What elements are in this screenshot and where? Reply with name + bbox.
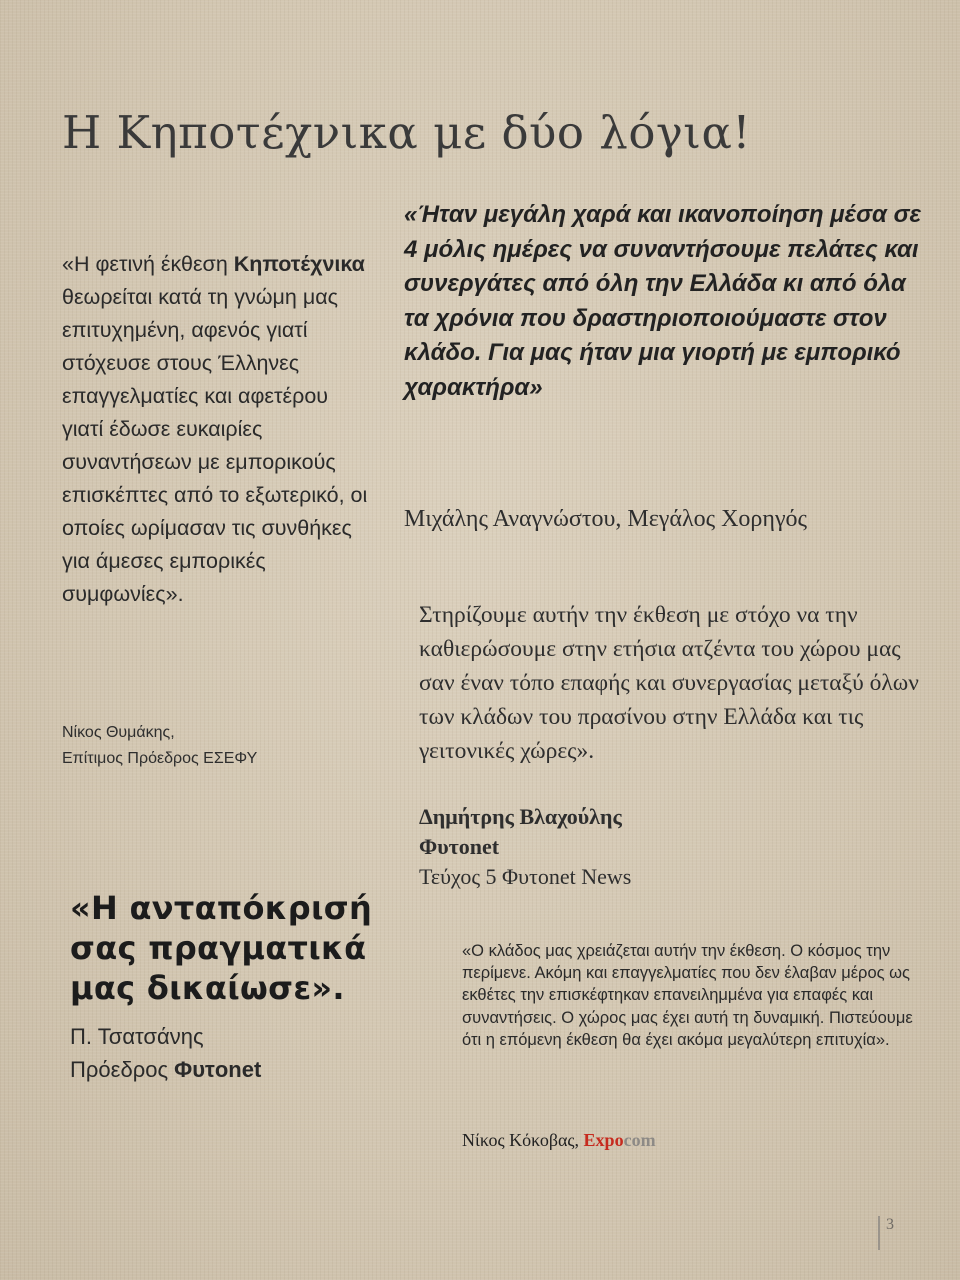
quote-kokovas: «Ο κλάδος μας χρειάζεται αυτήν την έκθεση. Ο κόσμος την περίμενε. Ακόμη και επαγγελματίες που δεν έλαβαν μέρος ως εκθέτες την επισκέφτηκαν επανειλημμένα για επαφές και συναντήσεις. Ο χώρος μας έχει αυτή τη δυναμική. Πιστεύουμε ότι η επόμενη έκθεση θα έχει ακόμα μεγαλύτερη επιτυχία». (462, 942, 913, 1049)
brand-name: Κηποτέχνικα (233, 252, 365, 276)
author-org: Φυτonet (174, 1057, 262, 1082)
quote-tsatsanis: «Η ανταπόκρισή σας πραγματικά μας δικαίωσε». (70, 889, 373, 1007)
author-role: Επίτιμος Πρόεδρος ΕΣΕΦΥ (62, 750, 258, 767)
author-name: Π. Τσατσάνης (70, 1024, 204, 1049)
quote-vlachoulis: Στηρίζουμε αυτήν την έκθεση με στόχο να την καθιερώσουμε στην ετήσια ατζέντα του χώρου μας σαν έναν τόπο επαφής και συνεργασίας μεταξύ όλων των κλάδων του πρασίνου στην Ελλάδα και τις γειτονικές χώρες». (419, 602, 919, 764)
expocom-logo-part1: Expo (583, 1130, 624, 1150)
author-name: Δημήτρης Βλαχούλης (419, 804, 622, 829)
quote-anagnostou: «Ήταν μεγάλη χαρά και ικανοποίηση μέσα σε 4 μόλις ημέρες να συναντήσουμε πελάτες και συνεργάτες από όλη την Ελλάδα κι από όλα τα χρόνια που δραστηριοποιούμαστε στον κλάδο. Για μας ήταν μια γιορτή με εμπορικό χαρακτήρα» (404, 201, 922, 401)
page-number-divider (878, 1216, 880, 1250)
author-role-prefix: Πρόεδρος (70, 1057, 175, 1082)
quote-thymakis (62, 248, 372, 611)
page-number: 3 (886, 1216, 894, 1233)
quote-text: θεωρείται κατά τη γνώμη μας επιτυχημένη, αφενός γιατί στόχευσε στους Έλληνες επαγγελματίες και αφετέρου γιατί έδωσε ευκαιρίες συναντήσεων με εμπορικούς επισκέπτες από το εξωτερικό, οι οποίες ωρίμασαν τις συνθήκες για άμεσες εμπορικές συμφωνίες». (62, 285, 368, 606)
author-org: Φυτonet (419, 834, 500, 859)
page-title: Η Κηποτέχνικα με δύο λόγια! (62, 106, 751, 160)
quote-author-thymakis (62, 720, 257, 772)
quote-text-open: «Η φετινή έκθεση (62, 252, 234, 276)
author-role (70, 1053, 261, 1086)
quote-author-anagnostou: Μιχάλης Αναγνώστου, Μεγάλος Χορηγός (404, 506, 808, 532)
expocom-logo-part2: com (623, 1130, 656, 1150)
quote-author-kokovas (462, 1128, 656, 1152)
author-source: Τεύχος 5 Φυτonet News (419, 864, 632, 889)
author-name: Νίκος Θυμάκης, (62, 724, 175, 741)
quote-author-vlachoulis (419, 802, 631, 892)
quote-author-tsatsanis (70, 1020, 261, 1086)
author-name: Νίκος Κόκοβας, (462, 1130, 584, 1150)
